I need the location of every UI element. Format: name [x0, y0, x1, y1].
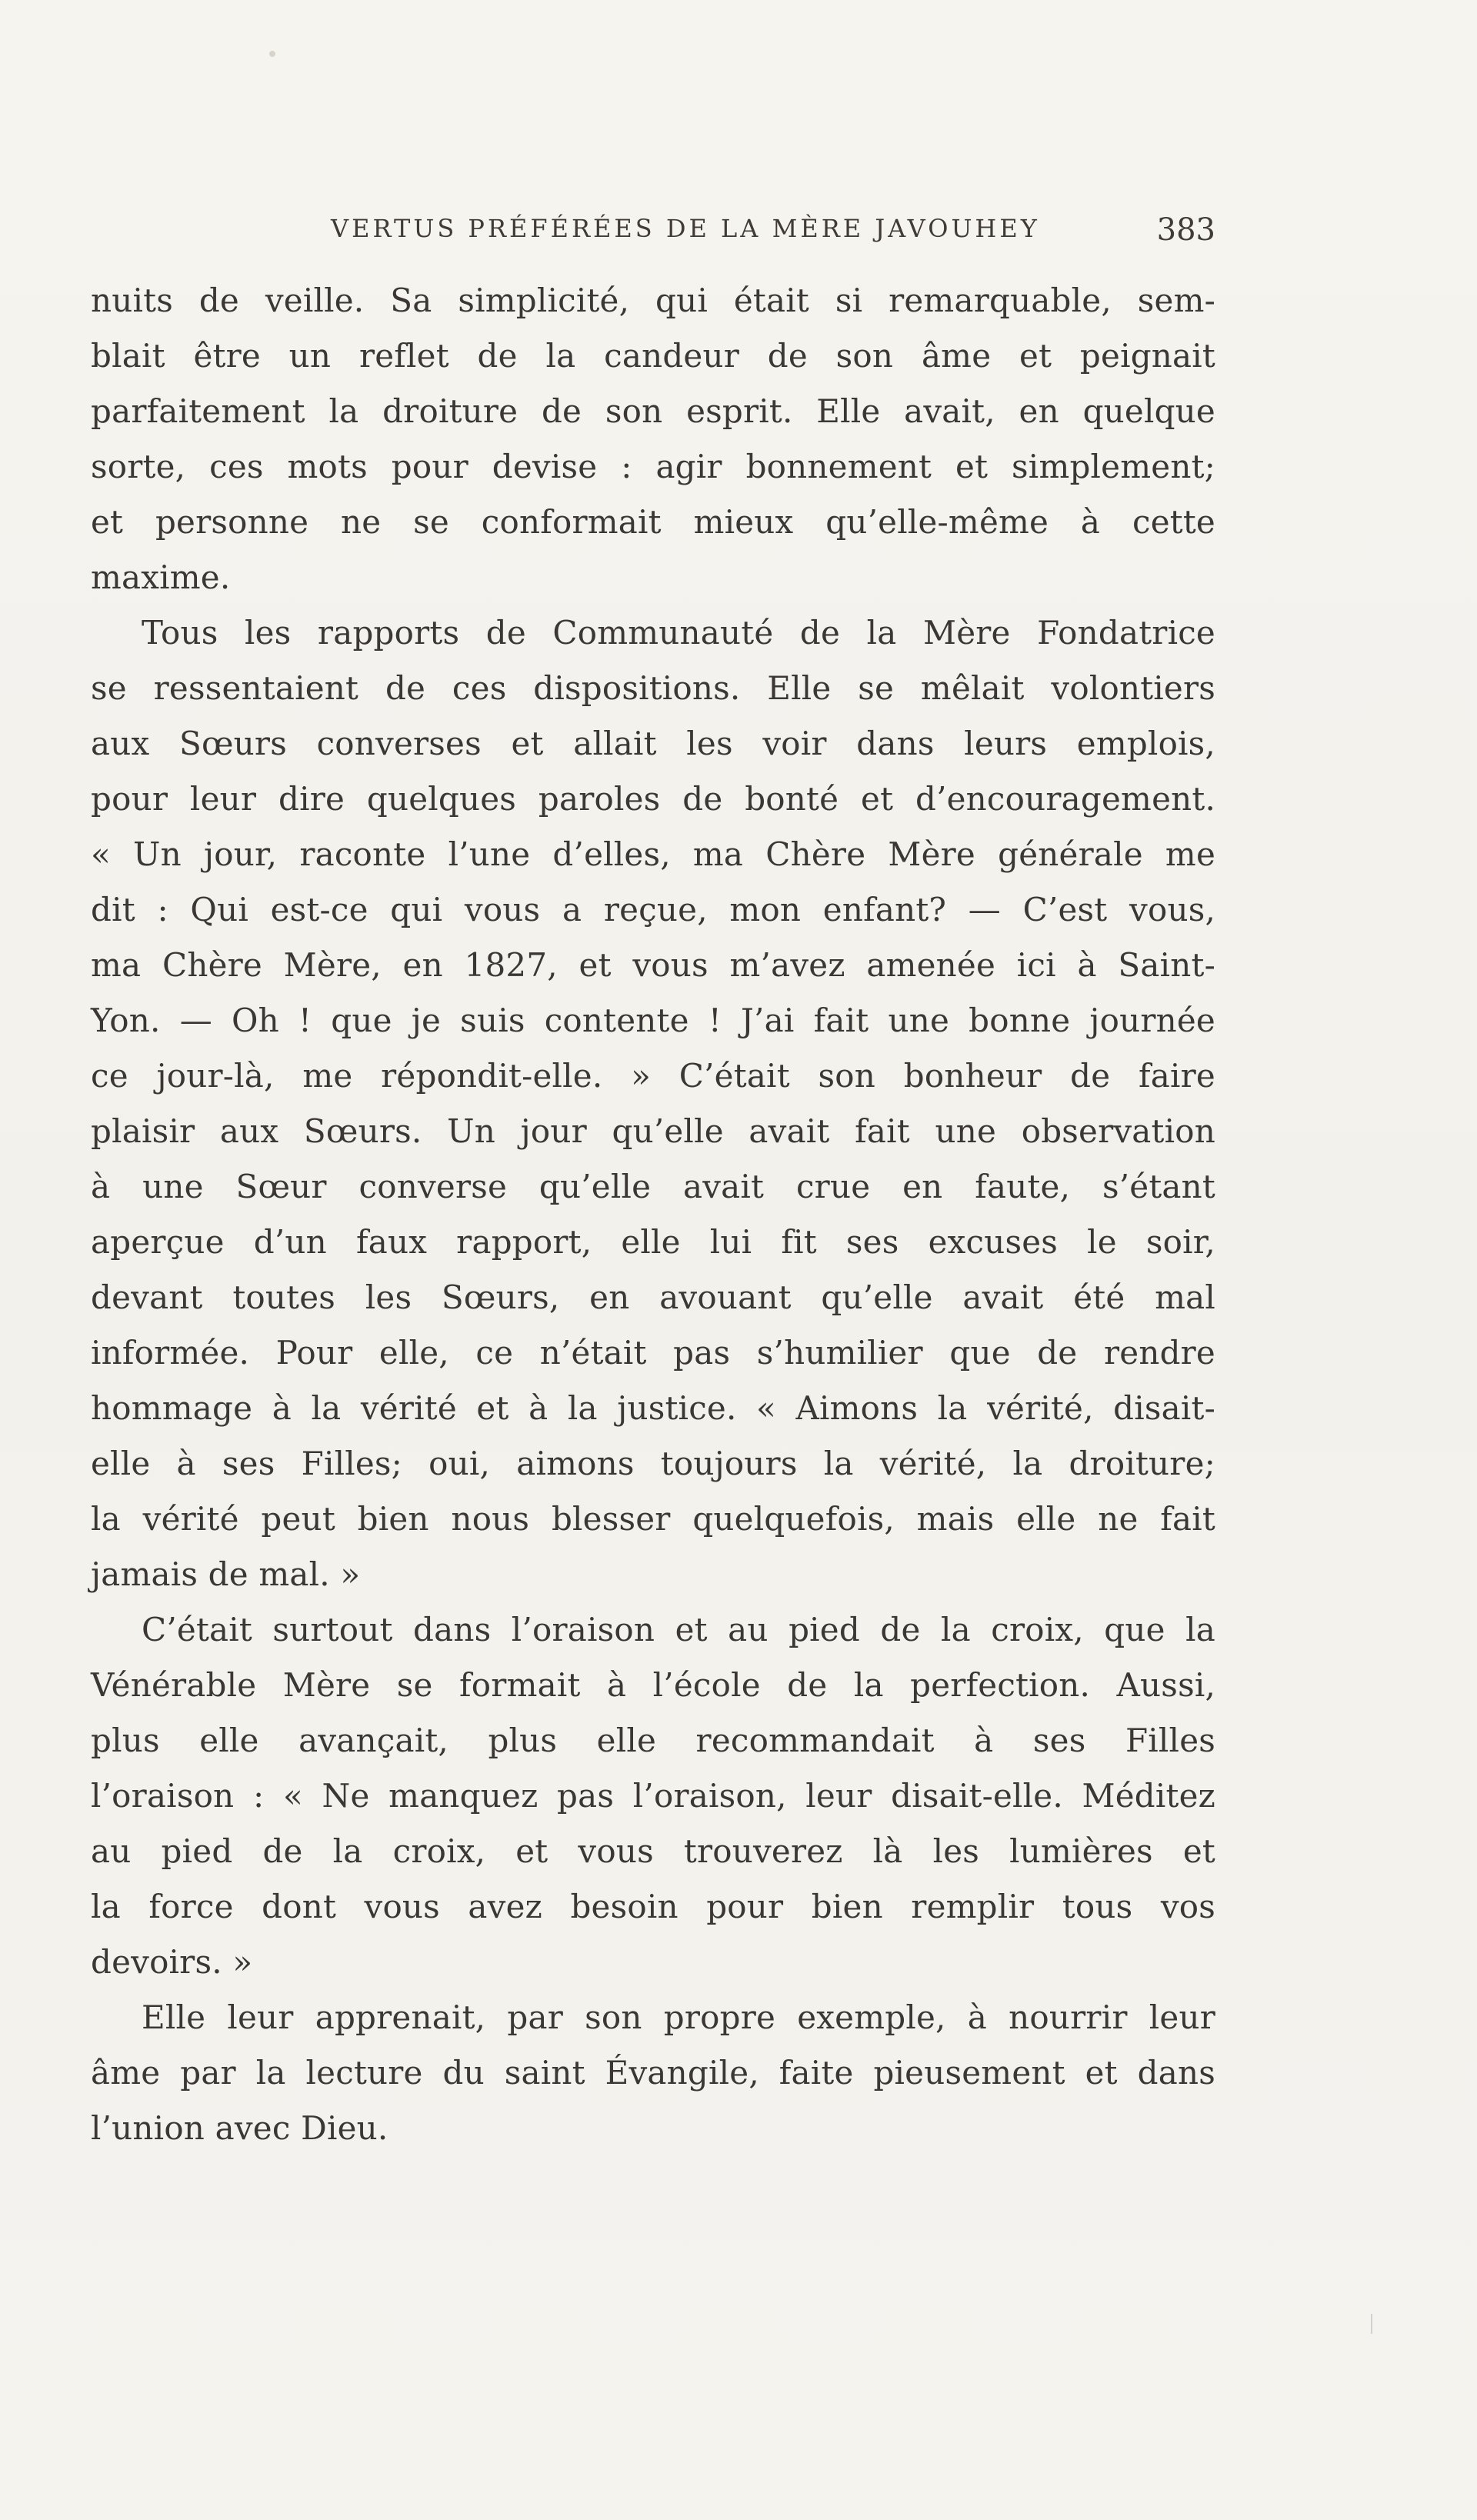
text-line: hommage à la vérité et à la justice. « Aimons la vérité, disait- [91, 1389, 1215, 1427]
text-line: maxime. [91, 558, 231, 596]
text-line: à une Sœur converse qu’elle avait crue en faute, s’étant [91, 1168, 1215, 1205]
text-line: Vénérable Mère se formait à l’école de la perfection. Aussi, [91, 1666, 1215, 1704]
text-line: devoirs. » [91, 1943, 253, 1981]
text-line: l’oraison : « Ne manquez pas l’oraison, leur disait-elle. Méditez [91, 1777, 1215, 1815]
running-title: VERTUS PRÉFÉRÉES DE LA MÈRE JAVOUHEY [331, 214, 1040, 243]
text-line: blait être un reflet de la candeur de son âme et peignait [91, 337, 1215, 375]
text-line: Yon. — Oh ! que je suis contente ! J’ai fait une bonne journée [91, 1002, 1215, 1039]
text-line: l’union avec Dieu. [91, 2109, 388, 2147]
text-line: et personne ne se conformait mieux qu’elle-même à cette [91, 503, 1215, 541]
text-line: Tous les rapports de Communauté de la Mère Fondatrice [142, 614, 1215, 652]
text-line: nuits de veille. Sa simplicité, qui était si remarquable, sem- [91, 282, 1215, 319]
text-line: ma Chère Mère, en 1827, et vous m’avez amenée ici à Saint- [91, 946, 1215, 984]
text-line: elle à ses Filles; oui, aimons toujours la vérité, la droiture; [91, 1445, 1215, 1482]
text-line: sorte, ces mots pour devise : agir bonnement et simplement; [91, 448, 1215, 485]
text-line: devant toutes les Sœurs, en avouant qu’elle avait été mal [91, 1278, 1215, 1316]
text-line: aux Sœurs converses et allait les voir dans leurs emplois, [91, 725, 1215, 762]
text-line: jamais de mal. » [91, 1555, 361, 1593]
page-number: 383 [1156, 212, 1215, 248]
text-line: plus elle avançait, plus elle recommandait à ses Filles [91, 1722, 1215, 1759]
text-line: plaisir aux Sœurs. Un jour qu’elle avait fait une observation [91, 1112, 1215, 1150]
text-line: C’était surtout dans l’oraison et au pied de la croix, que la [142, 1611, 1215, 1648]
text-line: ce jour-là, me répondit-elle. » C’était son bonheur de faire [91, 1057, 1215, 1095]
text-line: aperçue d’un faux rapport, elle lui fit ses excuses le soir, [91, 1223, 1215, 1261]
text-line: âme par la lecture du saint Évangile, faite pieusement et dans [91, 2054, 1215, 2092]
text-line: Elle leur apprenait, par son propre exemple, à nourrir leur [142, 1998, 1215, 2036]
text-line: « Un jour, raconte l’une d’elles, ma Chère Mère générale me [91, 835, 1215, 873]
text-line: informée. Pour elle, ce n’était pas s’humilier que de rendre [91, 1334, 1215, 1372]
paper-speck [269, 51, 275, 57]
text-line: la vérité peut bien nous blesser quelquefois, mais elle ne fait [91, 1500, 1215, 1538]
text-line: la force dont vous avez besoin pour bien remplir tous vos [91, 1888, 1215, 1925]
text-line: se ressentaient de ces dispositions. Elle se mêlait volontiers [91, 669, 1215, 707]
text-line: pour leur dire quelques paroles de bonté et d’encouragement. [91, 780, 1215, 818]
text-line: dit : Qui est-ce qui vous a reçue, mon enfant? — C’est vous, [91, 891, 1215, 928]
text-line: parfaitement la droiture de son esprit. Elle avait, en quelque [91, 392, 1215, 430]
running-head [91, 214, 1215, 252]
margin-mark [1371, 2314, 1372, 2334]
text-line: au pied de la croix, et vous trouverez là les lumières et [91, 1832, 1215, 1870]
